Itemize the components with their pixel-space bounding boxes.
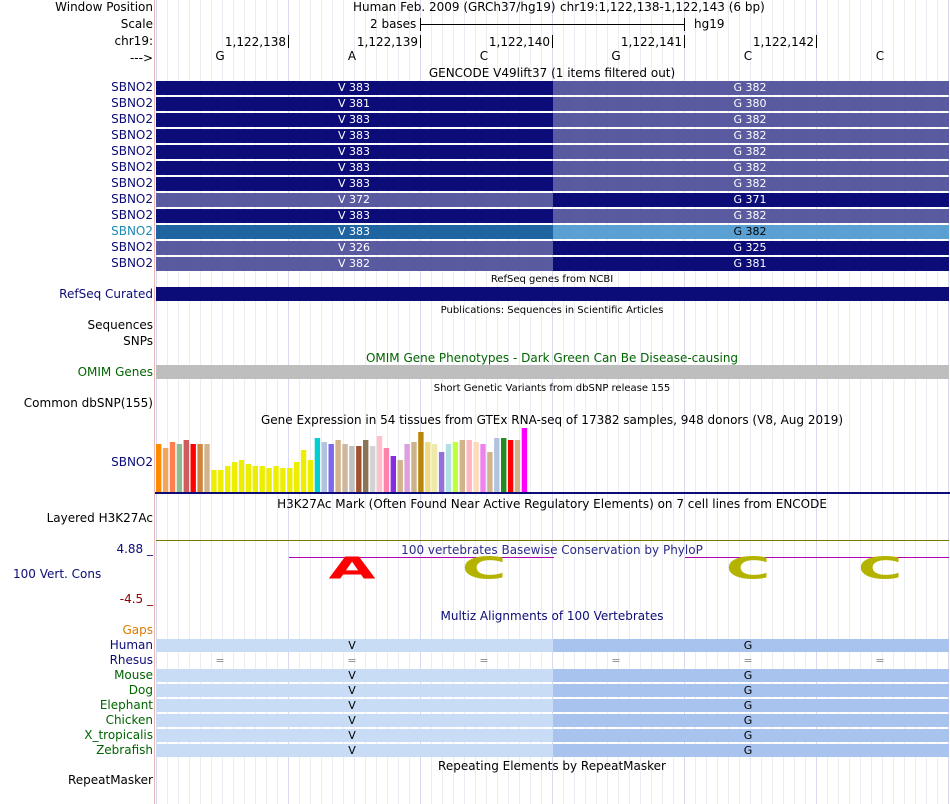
gtex-tissue-bar[interactable]: [294, 462, 299, 492]
multiz-codon-right: G: [743, 639, 753, 652]
cons-logo-letter: C: [857, 550, 903, 586]
gencode-codon-right: G 325: [733, 241, 767, 254]
gtex-tissue-bar[interactable]: [363, 440, 368, 492]
pubs-sequences-label[interactable]: Sequences: [87, 318, 153, 332]
gtex-label[interactable]: SBNO2: [111, 455, 153, 469]
base-letter: C: [875, 49, 885, 63]
coord-tick: [552, 35, 553, 48]
gencode-codon-right: G 382: [733, 113, 767, 126]
scale-bar-right-tick: [684, 18, 685, 31]
gtex-tissue-bar[interactable]: [177, 444, 182, 492]
multiz-codon-left: V: [348, 639, 356, 652]
rhesus-gap-mark: =: [479, 654, 489, 667]
gtex-tissue-bar[interactable]: [308, 460, 313, 492]
gtex-tissue-bar[interactable]: [460, 440, 465, 492]
coord-label: 1,122,142: [752, 35, 814, 49]
gencode-codon-right: G 371: [733, 193, 767, 206]
multiz-alignment-bar[interactable]: [156, 639, 949, 652]
cons-logo-letter: C: [725, 550, 771, 586]
base-letter: G: [611, 49, 621, 63]
coord-label: 1,122,140: [488, 35, 550, 49]
coord-tick: [816, 35, 817, 48]
gtex-tissue-bar[interactable]: [446, 444, 451, 492]
h3k27-baseline: [156, 540, 949, 541]
gencode-codon-left: V 382: [337, 257, 371, 270]
cons-max-label: 4.88 _: [116, 542, 153, 556]
scale-label: Scale: [120, 17, 153, 31]
h3k27-title: H3K27Ac Mark (Often Found Near Active Regulatory Elements) on 7 cell lines from ENCODE: [277, 497, 827, 511]
omim-title: OMIM Gene Phenotypes - Dark Green Can Be Disease-causing: [365, 351, 739, 365]
dbsnp-title: Short Genetic Variants from dbSNP release 155: [433, 383, 671, 394]
gtex-tissue-bar[interactable]: [508, 440, 513, 492]
rhesus-gap-mark: =: [611, 654, 621, 667]
gtex-tissue-bar[interactable]: [356, 446, 361, 492]
gencode-codon-right: G 380: [733, 97, 767, 110]
scale-bar-left-tick: [420, 18, 421, 31]
gtex-tissue-bar[interactable]: [239, 460, 244, 492]
multiz-species-label[interactable]: Mouse: [114, 668, 153, 682]
multiz-codon-right: G: [743, 684, 753, 697]
multiz-species-label[interactable]: Human: [109, 638, 153, 652]
gtex-tissue-bar[interactable]: [377, 436, 382, 492]
gtex-title: Gene Expression in 54 tissues from GTEx RNA-seq of 17382 samples, 948 donors (V8, Aug 2019): [260, 413, 844, 427]
gencode-codon-left: V 383: [337, 161, 371, 174]
multiz-alignment-bar[interactable]: [156, 699, 949, 712]
gtex-tissue-bar[interactable]: [184, 440, 189, 492]
omim-label[interactable]: OMIM Genes: [77, 365, 153, 379]
refseq-title: RefSeq genes from NCBI: [490, 274, 614, 285]
coord-label: 1,122,139: [356, 35, 418, 49]
gencode-codon-left: V 383: [337, 145, 371, 158]
scale-db-text: hg19: [694, 17, 725, 31]
gtex-tissue-bar[interactable]: [315, 438, 320, 492]
multiz-codon-right: G: [743, 744, 753, 757]
gtex-tissue-bar[interactable]: [218, 470, 223, 492]
multiz-codon-right: G: [743, 669, 753, 682]
multiz-species-label[interactable]: Rhesus: [109, 653, 153, 667]
gtex-tissue-bar[interactable]: [467, 440, 472, 492]
gtex-tissue-bar[interactable]: [384, 448, 389, 492]
gencode-row-label[interactable]: SBNO2: [111, 192, 153, 206]
gencode-transcript-bar[interactable]: [156, 97, 949, 111]
gencode-codon-right: G 382: [733, 161, 767, 174]
gencode-codon-right: G 382: [733, 145, 767, 158]
gencode-row-label[interactable]: SBNO2: [111, 224, 153, 238]
gencode-codon-left: V 383: [337, 81, 371, 94]
gtex-tissue-bar[interactable]: [342, 444, 347, 492]
cons-title: 100 vertebrates Basewise Conservation by PhyloP: [401, 543, 703, 557]
cons-logo-letter: C: [461, 550, 507, 586]
gtex-tissue-bar[interactable]: [335, 440, 340, 492]
rhesus-gap-mark: =: [215, 654, 225, 667]
gtex-tissue-bar[interactable]: [411, 442, 416, 492]
scale-bases-text: 2 bases: [370, 17, 417, 31]
gencode-transcript-bar[interactable]: [156, 209, 949, 223]
gencode-codon-left: V 383: [337, 209, 371, 222]
gtex-tissue-bar[interactable]: [191, 444, 196, 492]
gencode-transcript-bar[interactable]: [156, 145, 949, 159]
multiz-species-label[interactable]: Dog: [128, 683, 153, 697]
gencode-codon-left: V 326: [337, 241, 371, 254]
gencode-codon-right: G 381: [733, 257, 767, 270]
multiz-codon-left: V: [348, 729, 356, 742]
coord-tick: [684, 35, 685, 48]
multiz-species-label[interactable]: Chicken: [105, 713, 153, 727]
multiz-alignment-bar[interactable]: [156, 744, 949, 757]
cons-logo-letter: A: [328, 550, 376, 586]
gtex-tissue-bar[interactable]: [163, 448, 168, 492]
gencode-transcript-bar[interactable]: [156, 241, 949, 255]
cons-label[interactable]: 100 Vert. Cons: [13, 567, 102, 581]
gtex-tissue-bar[interactable]: [287, 468, 292, 492]
gencode-transcript-bar[interactable]: [156, 177, 949, 191]
gtex-tissue-bar[interactable]: [260, 466, 265, 492]
gencode-transcript-bar[interactable]: [156, 225, 949, 239]
gtex-tissue-bar[interactable]: [211, 470, 216, 492]
gencode-codon-right: G 382: [733, 81, 767, 94]
gtex-tissue-bar[interactable]: [204, 444, 209, 492]
coord-label: 1,122,138: [224, 35, 286, 49]
repeatmasker-label[interactable]: RepeatMasker: [67, 773, 153, 787]
gtex-tissue-bar[interactable]: [501, 438, 506, 492]
gencode-codon-left: V 381: [337, 97, 371, 110]
gtex-tissue-bar[interactable]: [232, 462, 237, 492]
gtex-tissue-bar[interactable]: [480, 444, 485, 492]
cons-min-label: -4.5 _: [119, 592, 153, 606]
coord-tick: [420, 35, 421, 48]
multiz-species-label[interactable]: X_tropicalis: [84, 728, 153, 742]
gaps-label: Gaps: [122, 623, 153, 637]
gtex-tissue-bar[interactable]: [280, 468, 285, 492]
gtex-tissue-bar[interactable]: [515, 440, 520, 492]
gtex-tissue-bar[interactable]: [494, 438, 499, 492]
gencode-codon-right: G 382: [733, 225, 767, 238]
pubs-title: Publications: Sequences in Scientific Articles: [440, 305, 664, 316]
gtex-tissue-bar[interactable]: [253, 466, 258, 492]
gencode-codon-left: V 383: [337, 129, 371, 142]
gencode-codon-left: V 372: [337, 193, 371, 206]
label-column-divider: [154, 0, 155, 804]
gtex-tissue-bar[interactable]: [425, 442, 430, 492]
assembly-text: Human Feb. 2009 (GRCh37/hg19): [353, 0, 556, 14]
gencode-codon-right: G 382: [733, 177, 767, 190]
pubs-snps-label[interactable]: SNPs: [123, 334, 153, 348]
gtex-bar-chart[interactable]: [155, 426, 950, 496]
gtex-tissue-bar[interactable]: [391, 456, 396, 492]
gencode-codon-right: G 382: [733, 129, 767, 142]
scale-bar: [420, 24, 684, 25]
multiz-codon-right: G: [743, 714, 753, 727]
multiz-species-label[interactable]: Zebrafish: [96, 743, 153, 757]
base-letter: G: [215, 49, 225, 63]
multiz-alignment-bar[interactable]: [156, 669, 949, 682]
gencode-row-label[interactable]: SBNO2: [111, 128, 153, 142]
multiz-alignment-bar[interactable]: [156, 729, 949, 742]
gtex-tissue-bar[interactable]: [246, 464, 251, 492]
gencode-codon-left: V 383: [337, 225, 371, 238]
gencode-transcript-bar[interactable]: [156, 113, 949, 127]
rhesus-gap-mark: =: [347, 654, 357, 667]
gencode-row-label[interactable]: SBNO2: [111, 96, 153, 110]
multiz-alignment-bar[interactable]: [156, 714, 949, 727]
gtex-tissue-bar[interactable]: [266, 468, 271, 492]
base-letter: C: [479, 49, 489, 63]
gtex-tissue-bar[interactable]: [225, 466, 230, 492]
repeatmasker-title: Repeating Elements by RepeatMasker: [438, 759, 666, 773]
gencode-title: GENCODE V49lift37 (1 items filtered out): [428, 66, 676, 80]
gtex-tissue-bar[interactable]: [404, 444, 409, 492]
gencode-row-label[interactable]: SBNO2: [111, 176, 153, 190]
refseq-bar[interactable]: [156, 287, 949, 301]
gencode-codon-left: V 383: [337, 113, 371, 126]
dbsnp-label[interactable]: Common dbSNP(155): [23, 396, 153, 410]
coord-tick: [288, 35, 289, 48]
gtex-tissue-bar[interactable]: [473, 442, 478, 492]
gencode-row-label[interactable]: SBNO2: [111, 208, 153, 222]
gencode-row-label[interactable]: SBNO2: [111, 240, 153, 254]
gtex-tissue-bar[interactable]: [370, 446, 375, 492]
gencode-row-label[interactable]: SBNO2: [111, 144, 153, 158]
gtex-tissue-bar[interactable]: [522, 428, 527, 492]
gtex-tissue-bar[interactable]: [487, 452, 492, 492]
gtex-tissue-bar[interactable]: [418, 432, 423, 492]
gencode-row-label[interactable]: SBNO2: [111, 112, 153, 126]
multiz-codon-left: V: [348, 669, 356, 682]
base-letter: A: [347, 49, 357, 63]
gtex-tissue-bar[interactable]: [439, 452, 444, 492]
multiz-codon-left: V: [348, 684, 356, 697]
multiz-codon-left: V: [348, 744, 356, 757]
refseq-label[interactable]: RefSeq Curated: [59, 287, 153, 301]
gtex-tissue-bar[interactable]: [432, 444, 437, 492]
gtex-tissue-bar[interactable]: [349, 446, 354, 492]
gencode-transcript-bar[interactable]: [156, 257, 949, 271]
omim-bar[interactable]: [156, 365, 949, 379]
base-letter: C: [743, 49, 753, 63]
cons-baseline-right: [685, 557, 949, 558]
gtex-tissue-bar[interactable]: [453, 442, 458, 492]
gencode-transcript-bar[interactable]: [156, 161, 949, 175]
multiz-codon-right: G: [743, 729, 753, 742]
rhesus-gap-mark: =: [743, 654, 753, 667]
strand-label: --->: [129, 51, 153, 65]
multiz-codon-left: V: [348, 699, 356, 712]
gtex-tissue-bar[interactable]: [398, 460, 403, 492]
gencode-row-label[interactable]: SBNO2: [111, 160, 153, 174]
multiz-alignment-bar[interactable]: [156, 684, 949, 697]
gtex-tissue-bar[interactable]: [273, 466, 278, 492]
multiz-codon-right: G: [743, 699, 753, 712]
multiz-species-label[interactable]: Elephant: [99, 698, 153, 712]
window-position-label: Window Position: [55, 0, 153, 14]
gencode-transcript-bar[interactable]: [156, 129, 949, 143]
gencode-transcript-bar[interactable]: [156, 193, 949, 207]
multiz-title: Multiz Alignments of 100 Vertebrates: [440, 609, 664, 623]
coord-label: 1,122,141: [620, 35, 682, 49]
gencode-codon-left: V 383: [337, 177, 371, 190]
gtex-tissue-bar[interactable]: [156, 444, 161, 492]
gencode-transcript-bar[interactable]: [156, 81, 949, 95]
gencode-row-label[interactable]: SBNO2: [111, 80, 153, 94]
gencode-row-label[interactable]: SBNO2: [111, 256, 153, 270]
gencode-codon-right: G 382: [733, 209, 767, 222]
gtex-tissue-bar[interactable]: [322, 442, 327, 492]
gtex-tissue-bar[interactable]: [170, 442, 175, 492]
rhesus-gap-mark: =: [875, 654, 885, 667]
multiz-codon-left: V: [348, 714, 356, 727]
chrom-label: chr19:: [114, 34, 153, 48]
gtex-tissue-bar[interactable]: [329, 444, 334, 492]
gtex-tissue-bar[interactable]: [197, 444, 202, 492]
h3k27-label[interactable]: Layered H3K27Ac: [46, 511, 153, 525]
gtex-tissue-bar[interactable]: [301, 450, 306, 492]
position-text: chr19:1,122,138-1,122,143 (6 bp): [560, 0, 765, 14]
